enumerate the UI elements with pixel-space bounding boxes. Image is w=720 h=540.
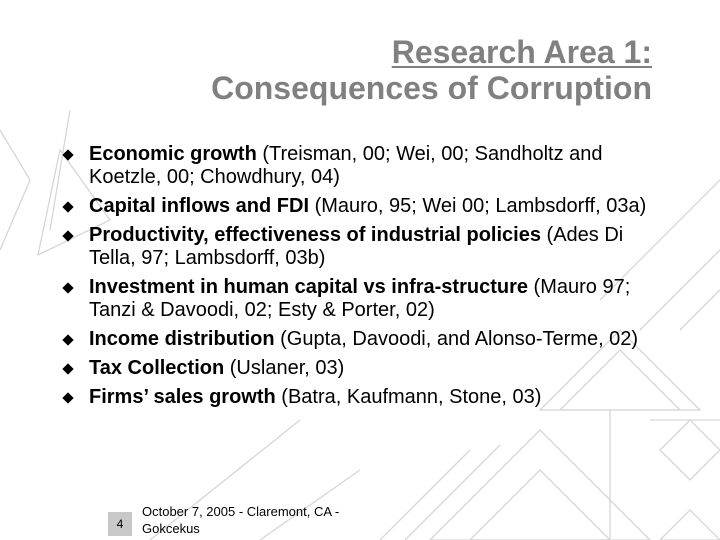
bullet-item xyxy=(62,357,672,380)
diamond-bullet-icon xyxy=(62,282,73,293)
diamond-bullet-icon xyxy=(62,230,73,241)
diamond-bullet-icon xyxy=(62,363,73,374)
bullet-citation: (Uslaner, 03) xyxy=(224,357,345,379)
title-line-1: Research Area 1: xyxy=(391,34,652,70)
bullet-topic: Productivity, effectiveness of industrial policies xyxy=(89,224,541,246)
bullet-item xyxy=(62,143,672,189)
footer-caption xyxy=(142,503,339,537)
bullet-citation: (Batra, Kaufmann, Stone, 03) xyxy=(275,386,542,408)
bullet-topic: Economic growth xyxy=(89,143,257,165)
footer-line-1: October 7, 2005 - Claremont, CA - xyxy=(142,504,340,519)
bullet-item xyxy=(62,386,672,409)
diamond-bullet-icon xyxy=(62,201,73,212)
bullet-citation: (Mauro, 95; Wei 00; Lambsdorff, 03a) xyxy=(309,195,647,217)
bullet-topic: Tax Collection xyxy=(89,357,225,379)
diamond-bullet-icon xyxy=(62,149,73,160)
bullet-item xyxy=(62,328,672,351)
slide-number: 4 xyxy=(108,512,132,536)
bullet-topic: Income distribution xyxy=(89,328,275,350)
slide-title xyxy=(211,34,652,106)
title-line-2: Consequences of Corruption xyxy=(211,70,652,106)
diamond-bullet-icon xyxy=(62,334,73,345)
bullet-topic: Investment in human capital vs infra-structure xyxy=(89,276,528,298)
bullet-citation: (Mauro 97; Tanzi & Davoodi, 02; Esty & Porter, 02) xyxy=(89,276,631,321)
footer-line-2: Gokcekus xyxy=(142,521,200,536)
bullet-citation: (Ades Di Tella, 97; Lambsdorff, 03b) xyxy=(89,224,624,269)
bullet-citation: (Gupta, Davoodi, and Alonso-Terme, 02) xyxy=(274,328,639,350)
bullet-item xyxy=(62,195,672,218)
bullet-item xyxy=(62,224,672,270)
bullet-item xyxy=(62,276,672,322)
bullet-topic: Firms’ sales growth xyxy=(89,386,276,408)
bullet-list xyxy=(62,143,672,415)
bullet-topic: Capital inflows and FDI xyxy=(89,195,310,217)
bullet-citation: (Treisman, 00; Wei, 00; Sandholtz and Koetzle, 00; Chowdhury, 04) xyxy=(89,143,603,188)
diamond-bullet-icon xyxy=(62,392,73,403)
